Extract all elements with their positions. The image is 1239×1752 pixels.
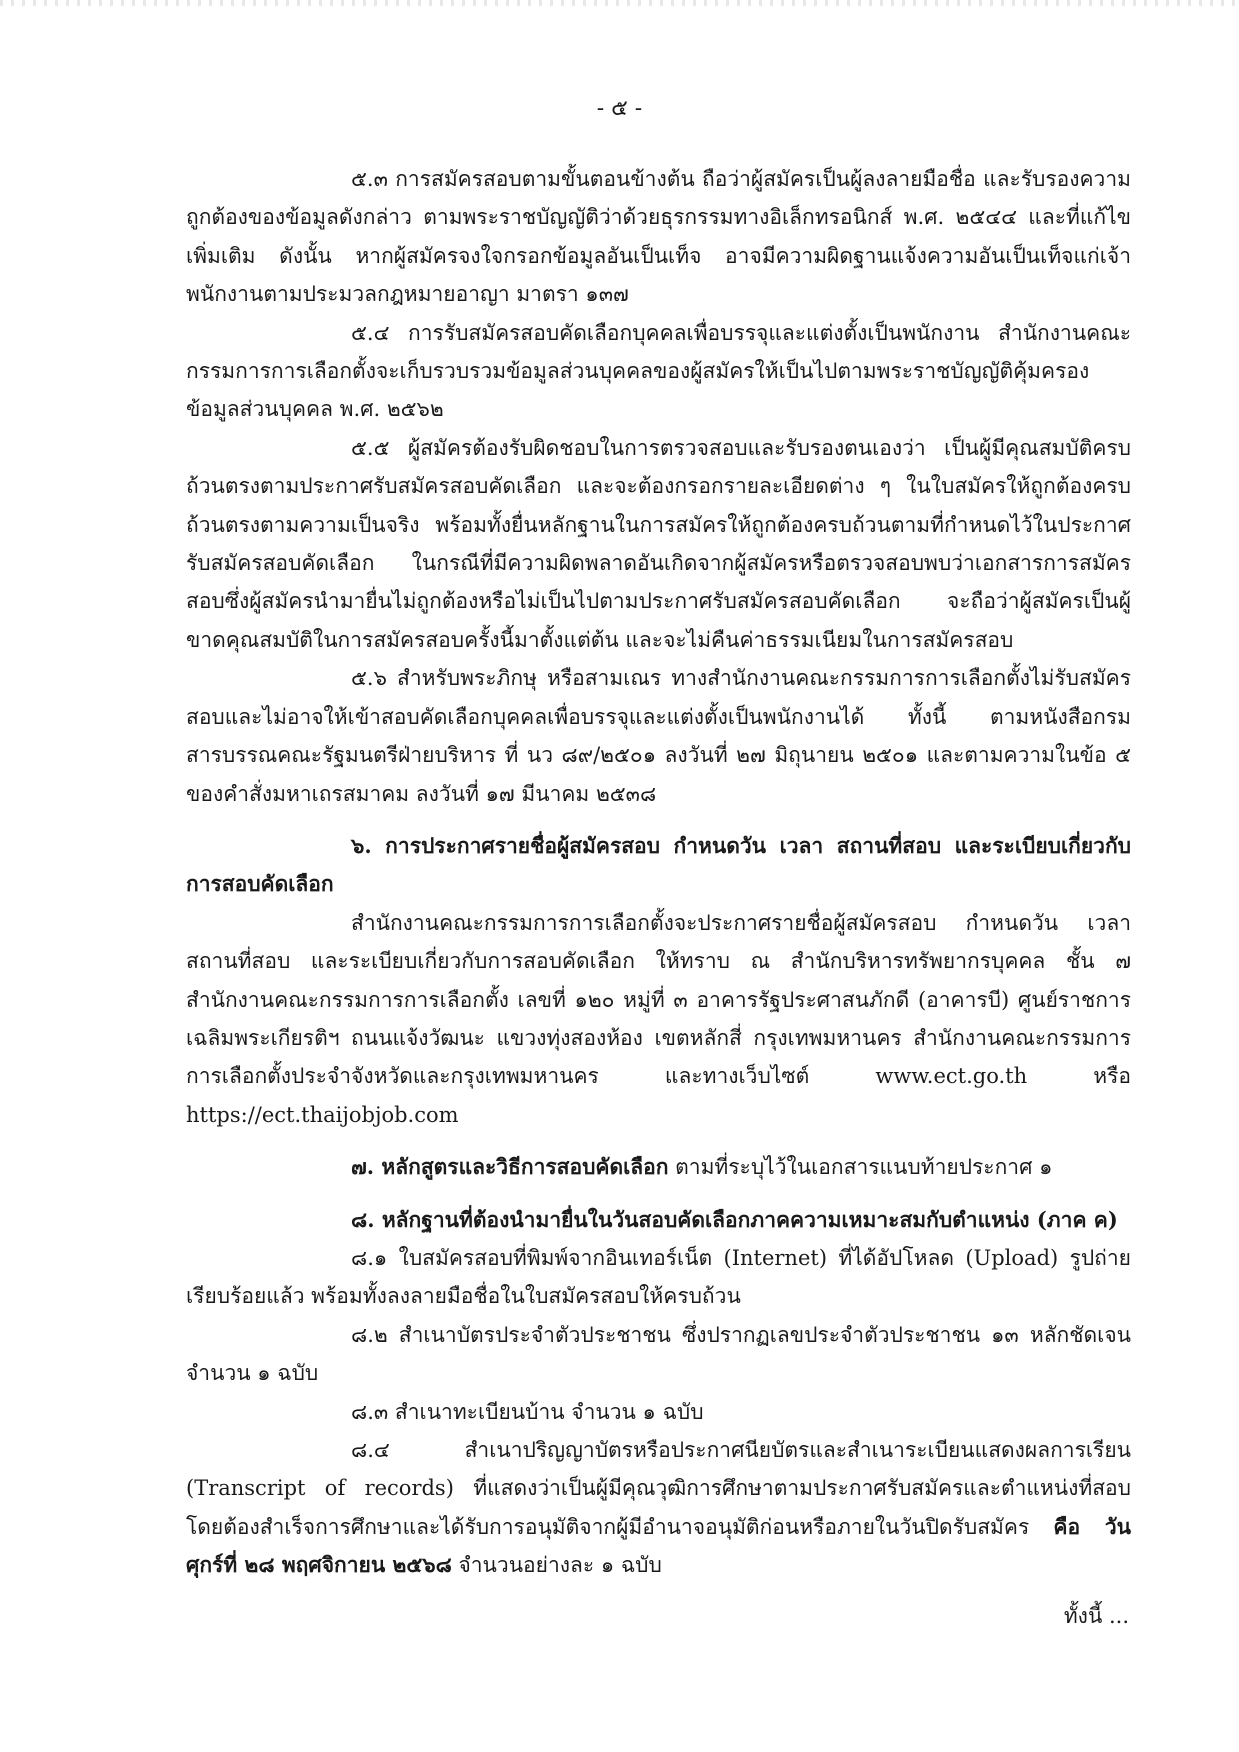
- section-7-heading: [186, 1148, 1131, 1186]
- section-7-text: ตามที่ระบุไว้ในเอกสารแนบท้ายประกาศ ๑: [668, 1155, 1053, 1180]
- paragraph-5-3: ๕.๓ การสมัครสอบตามขั้นตอนข้างต้น ถือว่าผู้สมัครเป็นผู้ลงลายมือชื่อ และรับรองความถูกต้องของข้อมูลดังกล่าว ตามพระราชบัญญัติว่าด้วยธุรกรรมทางอิเล็กทรอนิกส์ พ.ศ. ๒๕๔๔ และที่แก้ไขเพิ่มเติม ดังนั้น หากผู้สมัครจงใจกรอกข้อมูลอันเป็นเท็จ อาจมีความผิดฐานแจ้งความอันเป็นเท็จแก่เจ้าพนักงานตามประมวลกฎหมายอาญา มาตรา ๑๓๗: [186, 167, 1131, 307]
- closing-date: คือ วันศุกร์ที่ ๒๘ พฤศจิกายน ๒๕๖๘: [186, 1513, 1131, 1578]
- paragraph-6: สำนักงานคณะกรรมการการเลือกตั้งจะประกาศรายชื่อผู้สมัครสอบ กำหนดวัน เวลาสถานที่สอบ และระเบียบเกี่ยวกับการสอบคัดเลือก ให้ทราบ ณ สำนักบริหารทรัพยากรบุคคล ชั้น ๗ สำนักงานคณะกรรมการการเลือกตั้ง เลขที่ ๑๒๐ หมู่ที่ ๓ อาคารรัฐประศาสนภักดี (อาคารบี) ศูนย์ราชการเฉลิมพระเกียรติฯ ถนนแจ้งวัฒนะ แขวงทุ่งสองห้อง เขตหลักสี่ กรุงเทพมหานคร สำนักงานคณะกรรมการการเลือกตั้งประจำจังหวัดและกรุงเทพมหานคร และทางเว็บไซต์ www.ect.go.th หรือ https://ect.thaijobjob.com: [186, 910, 1131, 1127]
- paragraph-5-6: ๕.๖ สำหรับพระภิกษุ หรือสามเณร ทางสำนักงานคณะกรรมการการเลือกตั้งไม่รับสมัครสอบและไม่อาจให้เข้าสอบคัดเลือกบุคคลเพื่อบรรจุและแต่งตั้งเป็นพนักงานได้ ทั้งนี้ ตามหนังสือกรมสารบรรณคณะรัฐมนตรีฝ่ายบริหาร ที่ นว ๘๙/๒๕๐๑ ลงวันที่ ๒๗ มิถุนายน ๒๕๐๑ และตามความในข้อ ๕ ของคำสั่งมหาเถรสมาคม ลงวันที่ ๑๗ มีนาคม ๒๕๓๘: [186, 666, 1131, 806]
- scan-edge-artifact: [0, 0, 1239, 6]
- section-8-heading: ๘. หลักฐานที่ต้องนำมายื่นในวันสอบคัดเลือกภาคความเหมาะสมกับตำแหน่ง (ภาค ค): [351, 1206, 1118, 1232]
- section-6-heading: ๖. การประกาศรายชื่อผู้สมัครสอบ กำหนดวัน เวลา สถานที่สอบ และระเบียบเกี่ยวกับการสอบคัดเลือก: [186, 832, 1131, 897]
- document-body: [186, 160, 1131, 1585]
- paragraph-8-4-text: ๘.๔ สำเนาปริญญาบัตรหรือประกาศนียบัตรและสำเนาระเบียนแสดงผลการเรียน (Transcript of records) ที่แสดงว่าเป็นผู้มีคุณวุฒิการศึกษาตามประกาศรับสมัครและตำแหน่งที่สอบ โดยต้องสำเร็จการศึกษาและได้รับการอนุมัติจากผู้มีอำนาจอนุมัติก่อนหรือภายในวันปิดรับสมัคร: [186, 1438, 1131, 1539]
- paragraph-8-2: ๘.๒ สำเนาบัตรประจำตัวประชาชน ซึ่งปรากฏเลขประจำตัวประชาชน ๑๓ หลักชัดเจนจำนวน ๑ ฉบับ: [186, 1322, 1131, 1386]
- paragraph-5-4: ๕.๔ การรับสมัครสอบคัดเลือกบุคคลเพื่อบรรจุและแต่งตั้งเป็นพนักงาน สำนักงานคณะกรรมการการเลือกตั้งจะเก็บรวบรวมข้อมูลส่วนบุคคลของผู้สมัครให้เป็นไปตามพระราชบัญญัติคุ้มครองข้อมูลส่วนบุคคล พ.ศ. ๒๕๖๒: [186, 320, 1131, 422]
- section-7-title: ๗. หลักสูตรและวิธีการสอบคัดเลือก: [351, 1154, 669, 1180]
- continued-marker: ทั้งนี้ ...: [1063, 1604, 1129, 1628]
- paragraph-8-1: ๘.๑ ใบสมัครสอบที่พิมพ์จากอินเทอร์เน็ต (Internet) ที่ได้อัปโหลด (Upload) รูปถ่ายเรียบร้อยแล้ว พร้อมทั้งลงลายมือชื่อในใบสมัครสอบให้ครบถ้วน: [186, 1245, 1131, 1309]
- paragraph-8-4: [186, 1431, 1131, 1585]
- paragraph-8-3: ๘.๓ สำเนาทะเบียนบ้าน จำนวน ๑ ฉบับ: [351, 1399, 704, 1424]
- paragraph-8-4-tail: จำนวนอย่างละ ๑ ฉบับ: [451, 1553, 662, 1578]
- page-number: - ๕ -: [596, 96, 643, 121]
- paragraph-5-5: ๕.๕ ผู้สมัครต้องรับผิดชอบในการตรวจสอบและรับรองตนเองว่า เป็นผู้มีคุณสมบัติครบถ้วนตรงตามประกาศรับสมัครสอบคัดเลือก และจะต้องกรอกรายละเอียดต่าง ๆ ในใบสมัครให้ถูกต้องครบถ้วนตรงตามความเป็นจริง พร้อมทั้งยื่นหลักฐานในการสมัครให้ถูกต้องครบถ้วนตามที่กำหนดไว้ในประกาศรับสมัครสอบคัดเลือก ในกรณีที่มีความผิดพลาดอันเกิดจากผู้สมัครหรือตรวจสอบพบว่าเอกสารการสมัครสอบซึ่งผู้สมัครนำมายื่นไม่ถูกต้องหรือไม่เป็นไปตามประกาศรับสมัครสอบคัดเลือก จะถือว่าผู้สมัครเป็นผู้ขาดคุณสมบัติในการสมัครสอบครั้งนี้มาตั้งแต่ต้น และจะไม่คืนค่าธรรมเนียมในการสมัครสอบ: [186, 435, 1131, 652]
